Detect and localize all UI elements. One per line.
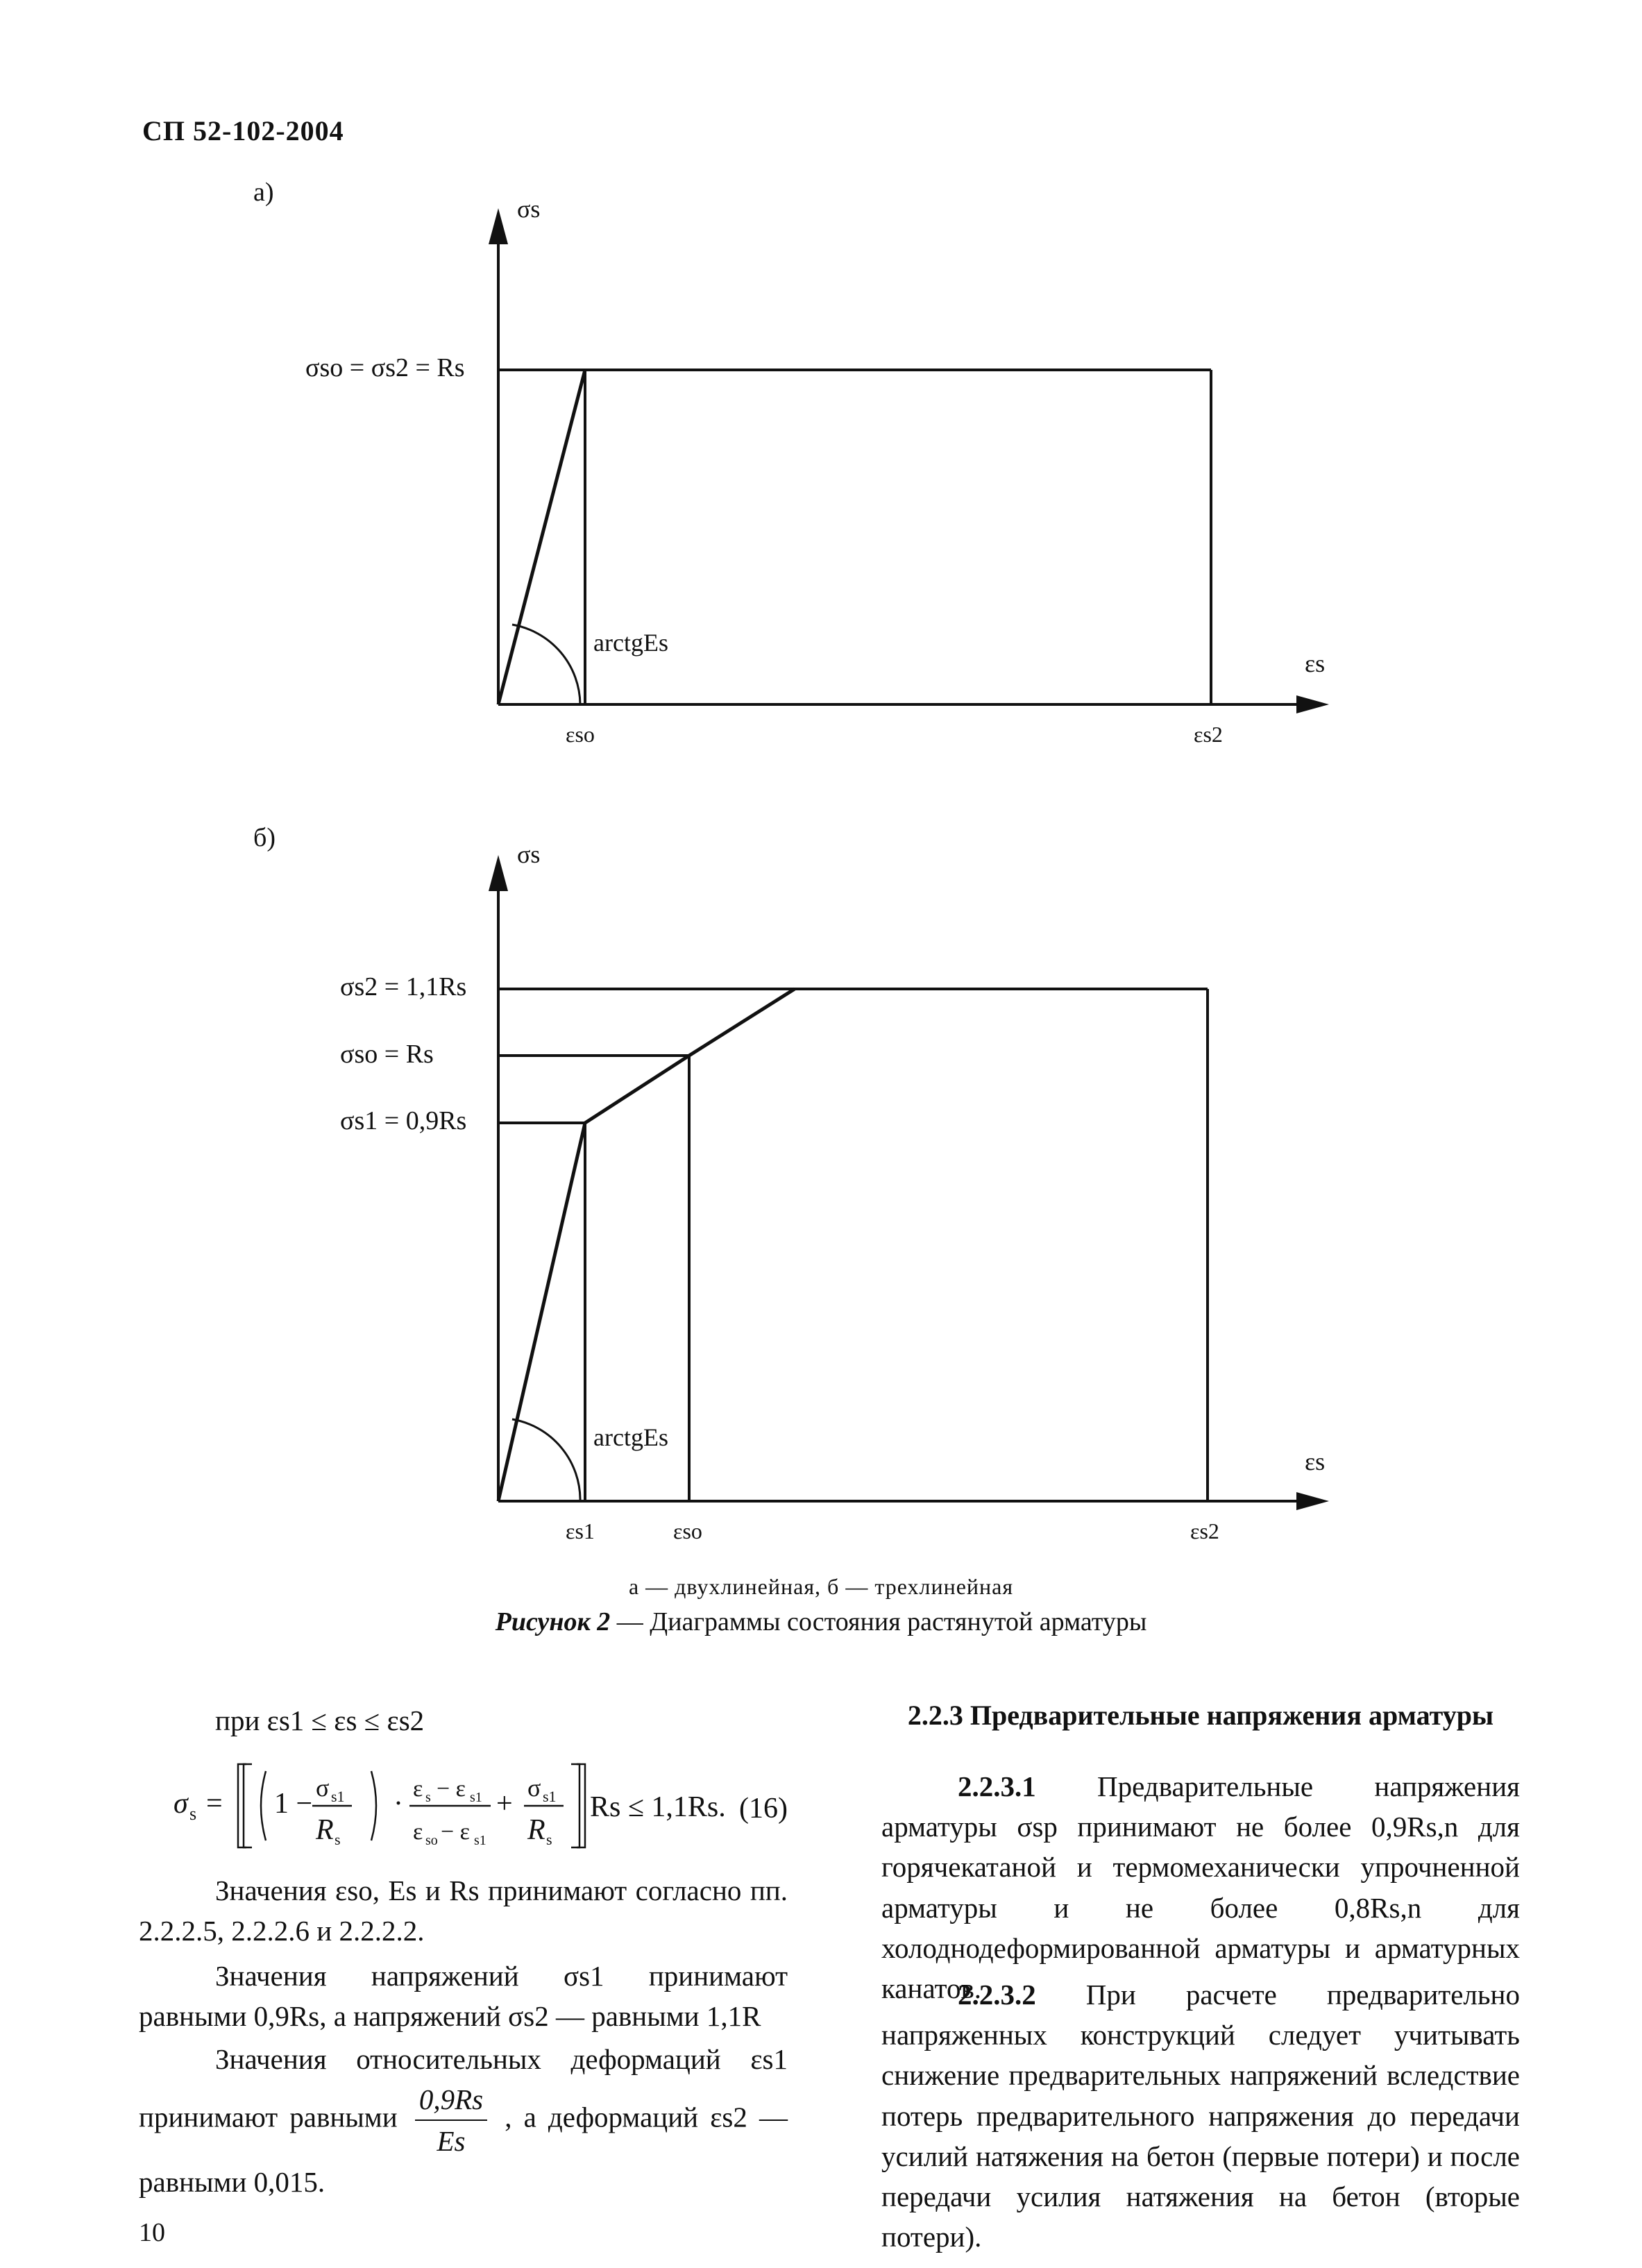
- paragraph-2-2-3-1: [881, 1766, 1520, 2008]
- tick-eps-so-b: εso: [673, 1518, 702, 1543]
- level-label-sigma-s2: σs2 = 1,1Rs: [340, 972, 467, 1001]
- elastic-line-a: [498, 370, 585, 704]
- svg-text:=: =: [206, 1788, 223, 1820]
- svg-text:ε: ε: [413, 1819, 423, 1845]
- figure-caption-label: Рисунок 2: [495, 1607, 611, 1636]
- paragraph-2-2-3-1-text: Предварительные напряжения арматуры σsp принимают не более 0,9Rs,n для горячекатаной и термомеханически упрочненной арматуры и не более 0,8Rs,n для холоднодеформированной арматуры и арматурных канатов.: [881, 1770, 1520, 2005]
- angle-arc-b: [512, 1419, 580, 1501]
- tick-eps-s2-a: εs2: [1194, 722, 1223, 747]
- svg-text:s: s: [546, 1831, 552, 1848]
- x-axis-label-a: εs: [1305, 650, 1326, 677]
- angle-label-b: arctgEs: [593, 1423, 668, 1451]
- paragraph-2-2-3-2-text: При расчете предварительно напряженных конструкций следует учитывать снижение предварительных напряжений вследствие потерь предварительного напряжения до передачи усилий натяжения на бетон (первые потери) и после передачи усилия натяжения на бетон (вторые потери).: [881, 1979, 1520, 2253]
- svg-text:·: ·: [393, 1788, 403, 1820]
- strain-fraction-denominator: Es: [437, 2125, 466, 2158]
- formula-16-tail: Rs ≤ 1,1Rs.: [590, 1791, 726, 1823]
- formula-16: [170, 1756, 815, 1853]
- figure-caption-title: — Диаграммы состояния растянутой арматуры: [610, 1607, 1147, 1636]
- level-label-sigma-s1: σs1 = 0,9Rs: [340, 1106, 467, 1135]
- formula-condition: при εs1 ≤ εs ≤ εs2: [215, 1704, 425, 1736]
- strain-fraction-numerator: 0,9Rs: [415, 2079, 487, 2121]
- strain-fraction: [415, 2079, 487, 2161]
- svg-text:R: R: [316, 1814, 334, 1846]
- paragraph-values: Значения εso, Es и Rs принимают согласно пп. 2.2.2.5, 2.2.2.6 и 2.2.2.2.: [139, 1875, 788, 1947]
- svg-text:R: R: [527, 1814, 545, 1846]
- figure-caption: [0, 1607, 1642, 1637]
- figure-b-label: б): [253, 823, 276, 852]
- svg-text:s: s: [335, 1831, 341, 1848]
- paragraph-strains: [139, 2039, 788, 2202]
- y-axis-label-b: σs: [517, 840, 541, 868]
- paragraph-2-2-3-2: [881, 1974, 1520, 2258]
- level-label-sigma-so: σso = Rs: [340, 1040, 434, 1069]
- x-arrow-b: [1296, 1492, 1329, 1510]
- svg-text:s1: s1: [470, 1790, 482, 1805]
- svg-text:+: +: [496, 1788, 513, 1820]
- figure-subtitle: а — двухлинейная, б — трехлинейная: [628, 1574, 1014, 1599]
- paragraph-strains-start: Значения относительных деформаций εs1 принимают равными: [139, 2043, 788, 2133]
- formula-number: (16): [739, 1793, 788, 1825]
- y-axis-label-a: σs: [517, 195, 541, 223]
- paragraph-strains-end: , а деформаций εs2 — равными 0,015.: [139, 2101, 788, 2198]
- angle-label-a: arctgEs: [593, 629, 668, 657]
- svg-text:σ: σ: [527, 1774, 541, 1802]
- tick-eps-s1-b: εs1: [566, 1518, 595, 1543]
- svg-text:s1: s1: [543, 1788, 557, 1805]
- svg-text:σ: σ: [316, 1774, 330, 1802]
- svg-text:s: s: [425, 1790, 431, 1805]
- section-title: 2.2.3 Предварительные напряжения арматуры: [907, 1700, 1494, 1731]
- svg-text:so: so: [425, 1833, 438, 1848]
- svg-text:s: s: [189, 1804, 197, 1824]
- paragraph-2-2-3-2-number: 2.2.3.2: [958, 1979, 1036, 2011]
- y-arrow-b: [489, 855, 508, 891]
- tick-eps-s2-b: εs2: [1190, 1518, 1219, 1543]
- level-label-a: σso = σs2 = Rs: [305, 353, 465, 382]
- figure-a-label: а): [253, 178, 274, 207]
- x-arrow-a: [1296, 695, 1329, 713]
- svg-text:ε: ε: [413, 1776, 423, 1802]
- tick-eps-so-a: εso: [566, 722, 595, 747]
- svg-text:s1: s1: [474, 1833, 486, 1848]
- diagram-b: [489, 855, 1329, 1510]
- svg-text:s1: s1: [331, 1788, 345, 1805]
- svg-text:1 −: 1 −: [274, 1788, 313, 1820]
- svg-text:σ: σ: [173, 1788, 188, 1820]
- angle-arc-a: [512, 625, 580, 704]
- x-axis-label-b: εs: [1305, 1448, 1326, 1475]
- document-code: СП 52-102-2004: [142, 115, 344, 146]
- paragraph-2-2-3-1-number: 2.2.3.1: [958, 1770, 1036, 1802]
- svg-text:− ε: − ε: [441, 1819, 470, 1845]
- svg-text:− ε: − ε: [437, 1776, 466, 1802]
- y-arrow-a: [489, 208, 508, 244]
- paragraph-stresses: Значения напряжений σs1 принимают равными 0,9Rs, а напряжений σs2 — равными 1,1R: [139, 1960, 788, 2033]
- page-number: 10: [139, 2218, 165, 2247]
